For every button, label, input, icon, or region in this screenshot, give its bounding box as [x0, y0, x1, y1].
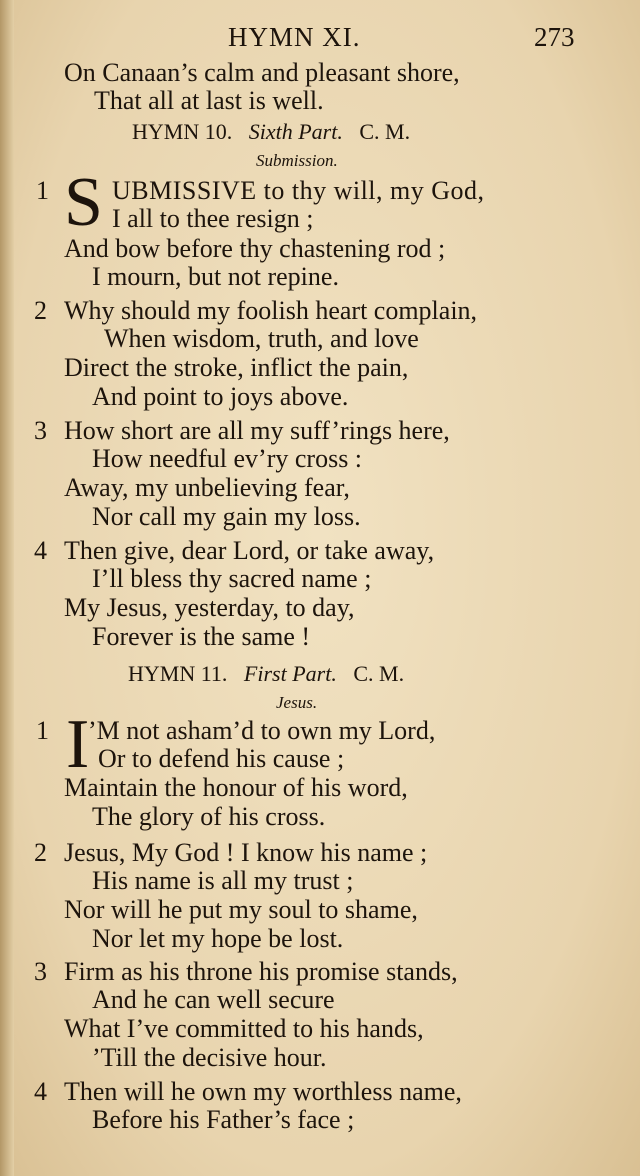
hymn10-stanza2-line2: When wisdom, truth, and love — [104, 324, 419, 353]
hymn11-stanza3-line4: ’Till the decisive hour. — [92, 1043, 327, 1072]
hymn10-stanza4-line1: Then give, dear Lord, or take away, — [64, 536, 435, 565]
hymn11-stanza1-line1: ’M not asham’d to own my Lord, — [88, 716, 436, 745]
hymn10-stanza4-line3: My Jesus, yesterday, to day, — [64, 593, 355, 622]
hymn10-part: Sixth Part. — [248, 119, 343, 144]
hymn11-stanza3-line1: Firm as his throne his promise stands, — [64, 957, 458, 986]
hymn11-meter: C. M. — [353, 661, 405, 686]
hymn10-stanza1-line3: And bow before thy chastening rod ; — [64, 234, 446, 263]
hymn10-stanza2-line3: Direct the stroke, inflict the pain, — [64, 353, 409, 382]
hymn11-stanza2-line1: Jesus, My God ! I know his name ; — [64, 838, 428, 867]
hymn11-stanza2-line4: Nor let my hope be lost. — [92, 924, 344, 953]
hymn10-stanza3-line3: Away, my unbelieving fear, — [64, 473, 350, 502]
hymn11-stanza1-number: 1 — [36, 716, 49, 745]
hymn11-stanza4-number: 4 — [34, 1077, 47, 1106]
hymn10-stanza2-line4: And point to joys above. — [92, 382, 349, 411]
hymn11-stanza4-line2: Before his Father’s face ; — [92, 1105, 355, 1134]
running-head: HYMN XI. — [228, 22, 361, 52]
hymn10-stanza1-line4: I mourn, but not repine. — [92, 262, 339, 291]
hymn10-stanza2-line1: Why should my foolish heart complain, — [64, 296, 478, 325]
hymn11-stanza2-number: 2 — [34, 838, 47, 867]
hymn10-stanza1-line1: UBMISSIVE to thy will, my God, — [112, 176, 485, 205]
hymn11-stanza3-line2: And he can well secure — [92, 985, 335, 1014]
hymn11-stanza2-line3: Nor will he put my soul to shame, — [64, 895, 418, 924]
continuation-line-1: On Canaan’s calm and pleasant shore, — [64, 58, 460, 87]
hymn10-subject: Submission. — [256, 151, 338, 170]
hymn11-subject: Jesus. — [276, 693, 318, 712]
hymn10-stanza2-number: 2 — [34, 296, 47, 325]
hymn10-stanza3-line2: How needful ev’ry cross : — [92, 444, 363, 473]
hymn10-stanza4-line4: Forever is the same ! — [92, 622, 311, 651]
hymn10-dropcap: S — [64, 164, 103, 241]
hymn10-stanza3-line1: How short are all my suff’rings here, — [64, 416, 450, 445]
hymn11-stanza4-line1: Then will he own my worthless name, — [64, 1077, 462, 1106]
hymn11-stanza2-line2: His name is all my trust ; — [92, 866, 354, 895]
hymn10-stanza1-line2: I all to thee resign ; — [112, 204, 314, 233]
page-number: 273 — [534, 22, 575, 52]
hymn10-stanza1-number: 1 — [36, 176, 49, 205]
hymn10-stanza3-line4: Nor call my gain my loss. — [92, 502, 361, 531]
hymn10-stanza4-line2: I’ll bless thy sacred name ; — [92, 564, 372, 593]
hymn11-stanza1-line3: Maintain the honour of his word, — [64, 773, 408, 802]
hymn11-stanza3-number: 3 — [34, 957, 47, 986]
hymn11-stanza1-line2: Or to defend his cause ; — [98, 744, 345, 773]
hymn10-number: HYMN 10. — [132, 119, 233, 144]
hymn10-meter: C. M. — [359, 119, 411, 144]
hymn10-heading — [132, 118, 410, 146]
page-header — [0, 20, 640, 54]
hymn11-number: HYMN 11. — [128, 661, 228, 686]
hymn10-stanza4-number: 4 — [34, 536, 47, 565]
hymn11-part: First Part. — [243, 661, 337, 686]
hymn11-heading — [128, 660, 404, 688]
hymn11-dropcap: I — [66, 706, 90, 783]
hymn10-stanza3-number: 3 — [34, 416, 47, 445]
continuation-line-2: That all at last is well. — [94, 86, 324, 115]
page-edge-shadow — [0, 0, 14, 1176]
hymn11-stanza1-line4: The glory of his cross. — [92, 802, 326, 831]
hymn11-stanza3-line3: What I’ve committed to his hands, — [64, 1014, 424, 1043]
